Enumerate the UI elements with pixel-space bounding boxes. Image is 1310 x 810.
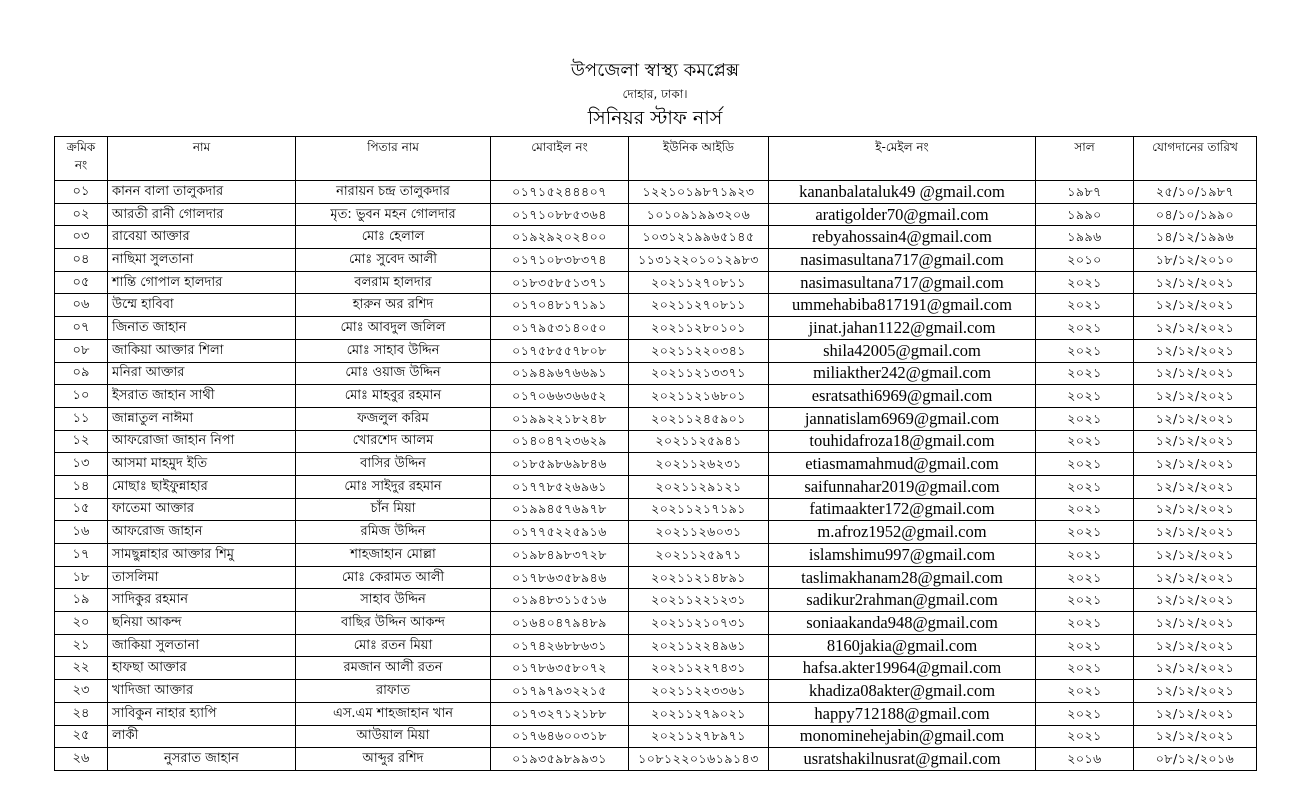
year-cell: ২০২১ bbox=[1036, 317, 1134, 340]
mobile-cell: ০১৭১০৮৩৮৩৭৪ bbox=[491, 249, 629, 272]
table-row bbox=[55, 407, 1257, 430]
father-name-cell: মৃত: ভুবন মহন গোলদার bbox=[296, 203, 491, 226]
name-cell: জিনাত জাহান bbox=[108, 317, 296, 340]
father-name-cell: হারুন অর রশিদ bbox=[296, 294, 491, 317]
year-cell: ২০১০ bbox=[1036, 249, 1134, 272]
email-cell: touhidafroza18@gmail.com bbox=[769, 430, 1036, 453]
year-cell: ২০২১ bbox=[1036, 271, 1134, 294]
email-cell: monominehejabin@gmail.com bbox=[769, 725, 1036, 748]
year-cell: ২০২১ bbox=[1036, 498, 1134, 521]
serial-cell: ১৬ bbox=[55, 521, 108, 544]
table-row bbox=[55, 725, 1257, 748]
year-cell: ২০২১ bbox=[1036, 521, 1134, 544]
serial-cell: ০৩ bbox=[55, 226, 108, 249]
email-cell: saifunnahar2019@gmail.com bbox=[769, 475, 1036, 498]
email-cell: m.afroz1952@gmail.com bbox=[769, 521, 1036, 544]
serial-cell: ০৬ bbox=[55, 294, 108, 317]
year-cell: ২০২১ bbox=[1036, 612, 1134, 635]
table-row bbox=[55, 181, 1257, 204]
email-cell: sadikur2rahman@gmail.com bbox=[769, 589, 1036, 612]
email-cell: taslimakhanam28@gmail.com bbox=[769, 566, 1036, 589]
father-name-cell: আউয়াল মিয়া bbox=[296, 725, 491, 748]
name-cell: ফাতেমা আক্তার bbox=[108, 498, 296, 521]
father-name-cell: খোরশেদ আলম bbox=[296, 430, 491, 453]
father-name-cell: বলরাম হালদার bbox=[296, 271, 491, 294]
email-cell: khadiza08akter@gmail.com bbox=[769, 680, 1036, 703]
serial-cell: ২১ bbox=[55, 634, 108, 657]
table-row bbox=[55, 680, 1257, 703]
header-name: নাম bbox=[108, 137, 296, 181]
father-name-cell: সাহাব উদ্দিন bbox=[296, 589, 491, 612]
father-name-cell: চাঁন মিয়া bbox=[296, 498, 491, 521]
unique-id-cell: ২০২১১২৮০১০১ bbox=[629, 317, 769, 340]
joining-date-cell: ১২/১২/২০২১ bbox=[1134, 407, 1257, 430]
mobile-cell: ০১৯৮৪৯৮৩৭২৮ bbox=[491, 544, 629, 567]
year-cell: ২০২১ bbox=[1036, 294, 1134, 317]
joining-date-cell: ১২/১২/২০২১ bbox=[1134, 294, 1257, 317]
name-cell: আরতী রানী গোলদার bbox=[108, 203, 296, 226]
unique-id-cell: ২০২১১২২৪৯৬১ bbox=[629, 634, 769, 657]
name-cell: কানন বালা তালুকদার bbox=[108, 181, 296, 204]
header-serial bbox=[55, 137, 108, 181]
unique-id-cell: ২০২১১২৫৯৪১ bbox=[629, 430, 769, 453]
year-cell: ২০২১ bbox=[1036, 589, 1134, 612]
table-row bbox=[55, 453, 1257, 476]
name-cell: ইসরাত জাহান সাথী bbox=[108, 385, 296, 408]
serial-cell: ১৩ bbox=[55, 453, 108, 476]
serial-cell: ০৭ bbox=[55, 317, 108, 340]
father-name-cell: রমজান আলী রতন bbox=[296, 657, 491, 680]
serial-cell: ১২ bbox=[55, 430, 108, 453]
unique-id-cell: ২০২১১২১৬৮০১ bbox=[629, 385, 769, 408]
father-name-cell: মোঃ রতন মিয়া bbox=[296, 634, 491, 657]
header-serial-line1: ক্রমিক bbox=[66, 140, 96, 154]
unique-id-cell: ২০২১১২৬২৩১ bbox=[629, 453, 769, 476]
joining-date-cell: ২৫/১০/১৯৮৭ bbox=[1134, 181, 1257, 204]
serial-cell: ১১ bbox=[55, 407, 108, 430]
year-cell: ১৯৮৭ bbox=[1036, 181, 1134, 204]
table-row bbox=[55, 475, 1257, 498]
name-cell: নুসরাত জাহান bbox=[108, 748, 296, 771]
name-cell: আফরোজা জাহান নিপা bbox=[108, 430, 296, 453]
email-cell: kananbalataluk49 @gmail.com bbox=[769, 181, 1036, 204]
father-name-cell: রমিজ উদ্দিন bbox=[296, 521, 491, 544]
header-unique-id: ইউনিক আইডি bbox=[629, 137, 769, 181]
header-email: ই-মেইল নং bbox=[769, 137, 1036, 181]
serial-cell: ০৯ bbox=[55, 362, 108, 385]
serial-cell: ০৫ bbox=[55, 271, 108, 294]
name-cell: উম্মে হাবিবা bbox=[108, 294, 296, 317]
office-location: দোহার, ঢাকা। bbox=[622, 87, 688, 101]
unique-id-cell: ২০২১১২৭০৮১১ bbox=[629, 271, 769, 294]
serial-cell: ০৮ bbox=[55, 339, 108, 362]
table-row bbox=[55, 702, 1257, 725]
name-cell: সামছুন্নাহার আক্তার শিমু bbox=[108, 544, 296, 567]
unique-id-cell: ২০২১১২২১২৩১ bbox=[629, 589, 769, 612]
father-name-cell: মোঃ হেলাল bbox=[296, 226, 491, 249]
serial-cell: ২৬ bbox=[55, 748, 108, 771]
joining-date-cell: ১২/১২/২০২১ bbox=[1134, 475, 1257, 498]
serial-cell: ২৪ bbox=[55, 702, 108, 725]
name-cell: খাদিজা আক্তার bbox=[108, 680, 296, 703]
header-joining-date: যোগদানের তারিখ bbox=[1134, 137, 1257, 181]
unique-id-cell: ১০৮১২২০১৬১৯১৪৩ bbox=[629, 748, 769, 771]
table-row bbox=[55, 612, 1257, 635]
father-name-cell: ফজলুল করিম bbox=[296, 407, 491, 430]
name-cell: আফরোজ জাহান bbox=[108, 521, 296, 544]
joining-date-cell: ১২/১২/২০২১ bbox=[1134, 430, 1257, 453]
name-cell: সাদিকুর রহমান bbox=[108, 589, 296, 612]
table-header-row bbox=[55, 137, 1257, 181]
year-cell: ২০২১ bbox=[1036, 430, 1134, 453]
table-row bbox=[55, 498, 1257, 521]
mobile-cell: ০১৭৩২৭১২১৮৮ bbox=[491, 702, 629, 725]
year-cell: ২০২১ bbox=[1036, 634, 1134, 657]
unique-id-cell: ২০২১১২৪৫৯০১ bbox=[629, 407, 769, 430]
year-cell: ২০২১ bbox=[1036, 680, 1134, 703]
staff-table bbox=[54, 136, 1257, 771]
table-row bbox=[55, 566, 1257, 589]
father-name-cell: নারায়ন চন্দ্র তালুকদার bbox=[296, 181, 491, 204]
serial-cell: ২৩ bbox=[55, 680, 108, 703]
email-cell: soniaakanda948@gmail.com bbox=[769, 612, 1036, 635]
year-cell: ২০২১ bbox=[1036, 725, 1134, 748]
serial-cell: ১৫ bbox=[55, 498, 108, 521]
email-cell: nasimasultana717@gmail.com bbox=[769, 271, 1036, 294]
unique-id-cell: ২০২১১২২৩৩৬১ bbox=[629, 680, 769, 703]
joining-date-cell: ১২/১২/২০২১ bbox=[1134, 589, 1257, 612]
joining-date-cell: ১২/১২/২০২১ bbox=[1134, 385, 1257, 408]
mobile-cell: ০১৯৪৮৩১১৫১৬ bbox=[491, 589, 629, 612]
joining-date-cell: ১২/১২/২০২১ bbox=[1134, 657, 1257, 680]
joining-date-cell: ১২/১২/২০২১ bbox=[1134, 362, 1257, 385]
name-cell: ছনিয়া আকন্দ bbox=[108, 612, 296, 635]
joining-date-cell: ০৮/১২/২০১৬ bbox=[1134, 748, 1257, 771]
father-name-cell: মোঃ সাহাব উদ্দিন bbox=[296, 339, 491, 362]
table-row bbox=[55, 271, 1257, 294]
table-row bbox=[55, 339, 1257, 362]
email-cell: aratigolder70@gmail.com bbox=[769, 203, 1036, 226]
unique-id-cell: ২০২১১২৭৯০২১ bbox=[629, 702, 769, 725]
year-cell: ২০২১ bbox=[1036, 475, 1134, 498]
table-row bbox=[55, 362, 1257, 385]
email-cell: islamshimu997@gmail.com bbox=[769, 544, 1036, 567]
father-name-cell: আব্দুর রশিদ bbox=[296, 748, 491, 771]
joining-date-cell: ১২/১২/২০২১ bbox=[1134, 521, 1257, 544]
serial-cell: ১৪ bbox=[55, 475, 108, 498]
header-serial-line2: নং bbox=[74, 158, 88, 172]
father-name-cell: মোঃ আবদুল জলিল bbox=[296, 317, 491, 340]
serial-cell: ০৪ bbox=[55, 249, 108, 272]
unique-id-cell: ২০২১১২৯১২১ bbox=[629, 475, 769, 498]
unique-id-cell: ২০২১১২৬০৩১ bbox=[629, 521, 769, 544]
name-cell: তাসলিমা bbox=[108, 566, 296, 589]
serial-cell: ২৫ bbox=[55, 725, 108, 748]
office-title: উপজেলা স্বাস্থ্য কমপ্লেক্স bbox=[570, 60, 740, 81]
unique-id-cell: ১২২১০১৯৮৭১৯২৩ bbox=[629, 181, 769, 204]
mobile-cell: ০১৪০৪৭২৩৬২৯ bbox=[491, 430, 629, 453]
father-name-cell: মোঃ ওয়াজ উদ্দিন bbox=[296, 362, 491, 385]
email-cell: 8160jakia@gmail.com bbox=[769, 634, 1036, 657]
mobile-cell: ০১৯৯২২১৮২৪৮ bbox=[491, 407, 629, 430]
year-cell: ২০২১ bbox=[1036, 453, 1134, 476]
mobile-cell: ০১৭৬৪৬০০৩১৮ bbox=[491, 725, 629, 748]
serial-cell: ২০ bbox=[55, 612, 108, 635]
year-cell: ২০২১ bbox=[1036, 544, 1134, 567]
year-cell: ২০১৬ bbox=[1036, 748, 1134, 771]
joining-date-cell: ১২/১২/২০২১ bbox=[1134, 317, 1257, 340]
email-cell: shila42005@gmail.com bbox=[769, 339, 1036, 362]
unique-id-cell: ২০২১১২১৪৮৯১ bbox=[629, 566, 769, 589]
serial-cell: ১০ bbox=[55, 385, 108, 408]
name-cell: জান্নাতুল নাঈমা bbox=[108, 407, 296, 430]
mobile-cell: ০১৭৯৭৯৩২২১৫ bbox=[491, 680, 629, 703]
mobile-cell: ০১৭৭৫২২৫৯১৬ bbox=[491, 521, 629, 544]
father-name-cell: মোঃ সুবেদ আলী bbox=[296, 249, 491, 272]
year-cell: ২০২১ bbox=[1036, 407, 1134, 430]
unique-id-cell: ২০২১১২১৩৩৭১ bbox=[629, 362, 769, 385]
joining-date-cell: ১২/১২/২০২১ bbox=[1134, 453, 1257, 476]
joining-date-cell: ১২/১২/২০২১ bbox=[1134, 702, 1257, 725]
table-row bbox=[55, 317, 1257, 340]
table-row bbox=[55, 544, 1257, 567]
table-row bbox=[55, 748, 1257, 771]
email-cell: jinat.jahan1122@gmail.com bbox=[769, 317, 1036, 340]
father-name-cell: এস.এম শাহজাহান খান bbox=[296, 702, 491, 725]
joining-date-cell: ১২/১২/২০২১ bbox=[1134, 271, 1257, 294]
name-cell: আসমা মাহমুদ ইতি bbox=[108, 453, 296, 476]
joining-date-cell: ১৮/১২/২০১০ bbox=[1134, 249, 1257, 272]
year-cell: ২০২১ bbox=[1036, 702, 1134, 725]
name-cell: জাকিয়া সুলতানা bbox=[108, 634, 296, 657]
serial-cell: ১৯ bbox=[55, 589, 108, 612]
father-name-cell: মোঃ সাইদুর রহমান bbox=[296, 475, 491, 498]
mobile-cell: ০১৯৯৪৫৭৬৯৭৮ bbox=[491, 498, 629, 521]
father-name-cell: রাফাত bbox=[296, 680, 491, 703]
mobile-cell: ০১৭৮৬৩৫৮৯৪৬ bbox=[491, 566, 629, 589]
name-cell: লাকী bbox=[108, 725, 296, 748]
name-cell: হাফছা আক্তার bbox=[108, 657, 296, 680]
joining-date-cell: ১২/১২/২০২১ bbox=[1134, 566, 1257, 589]
mobile-cell: ০১৮৫৯৮৬৯৮৪৬ bbox=[491, 453, 629, 476]
joining-date-cell: ০৪/১০/১৯৯০ bbox=[1134, 203, 1257, 226]
joining-date-cell: ১২/১২/২০২১ bbox=[1134, 612, 1257, 635]
year-cell: ১৯৯০ bbox=[1036, 203, 1134, 226]
joining-date-cell: ১২/১২/২০২১ bbox=[1134, 544, 1257, 567]
serial-cell: ২২ bbox=[55, 657, 108, 680]
table-row bbox=[55, 521, 1257, 544]
email-cell: hafsa.akter19964@gmail.com bbox=[769, 657, 1036, 680]
mobile-cell: ০১৮৩৫৮৫১৩৭১ bbox=[491, 271, 629, 294]
name-cell: মোছাঃ ছাইফুন্নাহার bbox=[108, 475, 296, 498]
email-cell: esratsathi6969@gmail.com bbox=[769, 385, 1036, 408]
email-cell: ummehabiba817191@gmail.com bbox=[769, 294, 1036, 317]
mobile-cell: ০১৯৪৯৬৭৬৬৯১ bbox=[491, 362, 629, 385]
joining-date-cell: ১২/১২/২০২১ bbox=[1134, 634, 1257, 657]
serial-cell: ০২ bbox=[55, 203, 108, 226]
mobile-cell: ০১৯২৯২০২৪০০ bbox=[491, 226, 629, 249]
joining-date-cell: ১২/১২/২০২১ bbox=[1134, 725, 1257, 748]
name-cell: নাছিমা সুলতানা bbox=[108, 249, 296, 272]
header-year: সাল bbox=[1036, 137, 1134, 181]
year-cell: ১৯৯৬ bbox=[1036, 226, 1134, 249]
father-name-cell: মোঃ কেরামত আলী bbox=[296, 566, 491, 589]
year-cell: ২০২১ bbox=[1036, 339, 1134, 362]
joining-date-cell: ১২/১২/২০২১ bbox=[1134, 339, 1257, 362]
unique-id-cell: ২০২১১২১০৭৩১ bbox=[629, 612, 769, 635]
table-row bbox=[55, 657, 1257, 680]
email-cell: happy712188@gmail.com bbox=[769, 702, 1036, 725]
name-cell: মনিরা আক্তার bbox=[108, 362, 296, 385]
mobile-cell: ০১৭৫৮৫৫৭৮০৮ bbox=[491, 339, 629, 362]
name-cell: জাকিয়া আক্তার শিলা bbox=[108, 339, 296, 362]
year-cell: ২০২১ bbox=[1036, 362, 1134, 385]
mobile-cell: ০১৭৯৫৩১৪০৫০ bbox=[491, 317, 629, 340]
unique-id-cell: ২০২১১২১৭১৯১ bbox=[629, 498, 769, 521]
mobile-cell: ০১৭৪২৬৮৮৬৩১ bbox=[491, 634, 629, 657]
table-row bbox=[55, 294, 1257, 317]
name-cell: সাবিকুন নাহার হ্যাপি bbox=[108, 702, 296, 725]
unique-id-cell: ১০১০৯১৯৯৩২০৬ bbox=[629, 203, 769, 226]
email-cell: rebyahossain4@gmail.com bbox=[769, 226, 1036, 249]
joining-date-cell: ১২/১২/২০২১ bbox=[1134, 498, 1257, 521]
list-heading: সিনিয়র স্টাফ নার্স bbox=[587, 107, 723, 129]
email-cell: usratshakilnusrat@gmail.com bbox=[769, 748, 1036, 771]
year-cell: ২০২১ bbox=[1036, 566, 1134, 589]
name-cell: রাবেয়া আক্তার bbox=[108, 226, 296, 249]
unique-id-cell: ২০২১১২২৭৪৩১ bbox=[629, 657, 769, 680]
email-cell: miliakther242@gmail.com bbox=[769, 362, 1036, 385]
header-mobile: মোবাইল নং bbox=[491, 137, 629, 181]
table-row bbox=[55, 385, 1257, 408]
father-name-cell: বাছির উদ্দিন আকন্দ bbox=[296, 612, 491, 635]
mobile-cell: ০১৭৭৮৫২৬৯৬১ bbox=[491, 475, 629, 498]
table-row bbox=[55, 203, 1257, 226]
mobile-cell: ০১৭০৪৮১৭১৯১ bbox=[491, 294, 629, 317]
serial-cell: ১৮ bbox=[55, 566, 108, 589]
unique-id-cell: ১১৩১২২০১০১২৯৮৩ bbox=[629, 249, 769, 272]
unique-id-cell: ২০২১১২২০৩৪১ bbox=[629, 339, 769, 362]
father-name-cell: মোঃ মাহবুর রহমান bbox=[296, 385, 491, 408]
father-name-cell: শাহজাহান মোল্লা bbox=[296, 544, 491, 567]
mobile-cell: ০১৭৮৬৩৫৮০৭২ bbox=[491, 657, 629, 680]
joining-date-cell: ১২/১২/২০২১ bbox=[1134, 680, 1257, 703]
serial-cell: ০১ bbox=[55, 181, 108, 204]
email-cell: etiasmamahmud@gmail.com bbox=[769, 453, 1036, 476]
unique-id-cell: ২০২১১২৫৯৭১ bbox=[629, 544, 769, 567]
table-row bbox=[55, 249, 1257, 272]
father-name-cell: বাসির উদ্দিন bbox=[296, 453, 491, 476]
table-row bbox=[55, 589, 1257, 612]
header-father-name: পিতার নাম bbox=[296, 137, 491, 181]
joining-date-cell: ১৪/১২/১৯৯৬ bbox=[1134, 226, 1257, 249]
mobile-cell: ০১৯৩৫৯৮৯৯৩১ bbox=[491, 748, 629, 771]
mobile-cell: ০১৭১০৮৮৫৩৬৪ bbox=[491, 203, 629, 226]
serial-cell: ১৭ bbox=[55, 544, 108, 567]
unique-id-cell: ২০২১১২৭৮৯৭১ bbox=[629, 725, 769, 748]
year-cell: ২০২১ bbox=[1036, 385, 1134, 408]
name-cell: শান্তি গোপাল হালদার bbox=[108, 271, 296, 294]
unique-id-cell: ১০৩১২১৯৯৬৫১৪৫ bbox=[629, 226, 769, 249]
email-cell: jannatislam6969@gmail.com bbox=[769, 407, 1036, 430]
email-cell: nasimasultana717@gmail.com bbox=[769, 249, 1036, 272]
email-cell: fatimaakter172@gmail.com bbox=[769, 498, 1036, 521]
table-row bbox=[55, 634, 1257, 657]
mobile-cell: ০১৭১৫২৪৪৪০৭ bbox=[491, 181, 629, 204]
unique-id-cell: ২০২১১২৭০৮১১ bbox=[629, 294, 769, 317]
mobile-cell: ০১৬৪০৪৭৯৪৮৯ bbox=[491, 612, 629, 635]
year-cell: ২০২১ bbox=[1036, 657, 1134, 680]
mobile-cell: ০১৭০৬৬৩৬৬৫২ bbox=[491, 385, 629, 408]
table-row bbox=[55, 430, 1257, 453]
table-row bbox=[55, 226, 1257, 249]
